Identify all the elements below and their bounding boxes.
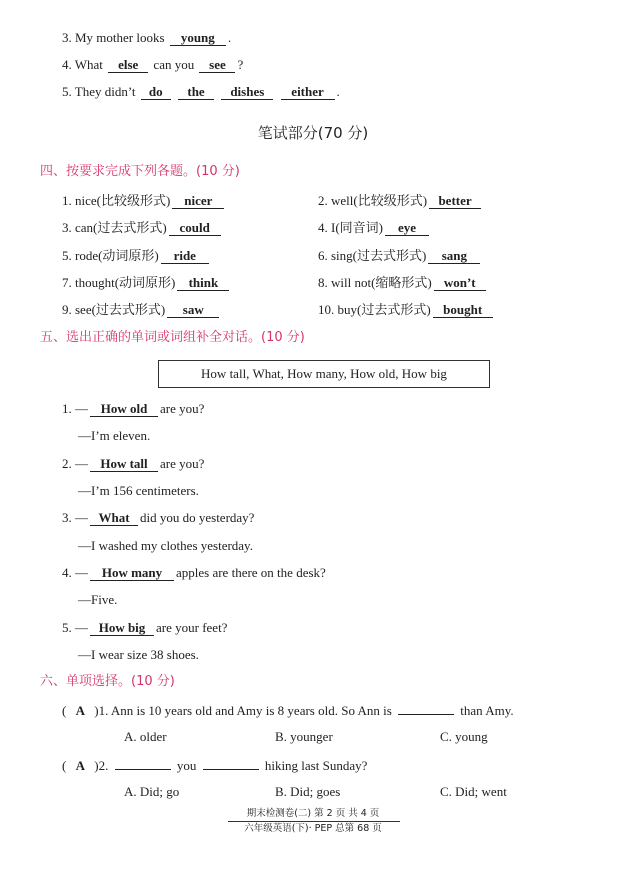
- s5-q-1: [62, 400, 204, 418]
- s4-item-9: [62, 301, 221, 319]
- punct: .: [227, 30, 232, 45]
- footer-page-info: 期末检测卷(二) 第 2 页 共 4 页: [246, 808, 380, 819]
- question-end: than Amy.: [460, 703, 514, 718]
- q-num: 4. —: [62, 565, 88, 580]
- footer-divider: [228, 821, 400, 822]
- question: )2.: [94, 758, 109, 773]
- s6-q2-option-a: A. Did; go: [124, 784, 180, 799]
- answer: eye: [385, 220, 429, 236]
- question: 7. thought(动词原形): [62, 275, 176, 290]
- s6-q2-option-c: C. Did; went: [440, 784, 507, 799]
- section6-title: 六、单项选择。(10 分): [40, 674, 175, 689]
- section4-title: 四、按要求完成下列各题。(10 分): [40, 164, 240, 179]
- question-text: you: [176, 758, 197, 773]
- question-end: hiking last Sunday?: [264, 758, 368, 773]
- question: are you?: [160, 401, 205, 416]
- q-num: 3. —: [62, 510, 88, 525]
- top-item-4: [62, 56, 243, 74]
- blank: [203, 756, 259, 770]
- s6-q1-option-b: B. younger: [275, 729, 333, 744]
- s6-q1-option-c: C. young: [440, 729, 488, 744]
- question: apples are there on the desk?: [176, 565, 326, 580]
- choice-answer: A: [75, 758, 85, 773]
- s4-item-6: [318, 247, 482, 265]
- s5-reply-1: —I’m eleven.: [78, 428, 151, 443]
- answer: won’t: [434, 275, 486, 291]
- s4-item-5: [62, 247, 211, 265]
- choice-answer: A: [75, 703, 85, 718]
- answer: see: [199, 57, 235, 73]
- s4-item-1: [62, 192, 226, 210]
- q-num: 1. —: [62, 401, 88, 416]
- paren: (: [62, 758, 67, 773]
- s6-q2-option-b: B. Did; goes: [275, 784, 341, 799]
- item-text: can you: [153, 57, 195, 72]
- paren: (: [62, 703, 67, 718]
- question: are you?: [160, 456, 205, 471]
- s5-reply-4: —Five.: [78, 592, 118, 607]
- question: 3. can(过去式形式): [62, 220, 167, 235]
- question: 2. well(比较级形式): [318, 193, 428, 208]
- answer: think: [177, 275, 229, 291]
- question: did you do yesterday?: [140, 510, 255, 525]
- s5-reply-5: —I wear size 38 shoes.: [78, 647, 199, 662]
- answer: else: [108, 57, 148, 73]
- s6-q1-option-a: A. older: [124, 729, 167, 744]
- s4-item-10: [318, 301, 495, 319]
- answer: How old: [90, 401, 158, 417]
- s5-q-5: [62, 619, 227, 637]
- s5-q-3: [62, 509, 254, 527]
- blank: [398, 701, 454, 715]
- answer: bought: [433, 302, 493, 318]
- answer: How big: [90, 620, 154, 636]
- section5-title: 五、选出正确的单词或词组补全对话。(10 分): [40, 330, 305, 345]
- answer: saw: [167, 302, 219, 318]
- answer: either: [281, 84, 335, 100]
- q-num: 2. —: [62, 456, 88, 471]
- answer: ride: [161, 248, 209, 264]
- answer: dishes: [221, 84, 273, 100]
- s5-reply-2: —I’m 156 centimeters.: [78, 483, 199, 498]
- answer: young: [170, 30, 226, 46]
- answer: nicer: [172, 193, 224, 209]
- s4-item-2: [318, 192, 483, 210]
- word-bank-box: How tall, What, How many, How old, How big: [158, 360, 490, 388]
- answer: do: [141, 84, 171, 100]
- question: 4. I(同音词): [318, 220, 383, 235]
- s5-reply-3: —I washed my clothes yesterday.: [78, 538, 253, 553]
- answer: How many: [90, 565, 174, 581]
- answer: the: [178, 84, 214, 100]
- punct: .: [336, 84, 340, 99]
- question: 5. rode(动词原形): [62, 248, 159, 263]
- item-text: 5. They didn’t: [62, 84, 136, 99]
- answer: better: [429, 193, 481, 209]
- s4-item-3: [62, 219, 223, 237]
- footer-course-info: 六年级英语(下)· PEP 总第 68 页: [244, 823, 382, 834]
- item-text: 4. What: [62, 57, 103, 72]
- top-item-5: [62, 83, 340, 101]
- s6-q-2: [62, 756, 367, 775]
- q-num: 5. —: [62, 620, 88, 635]
- written-section-title: 笔试部分(70 分): [257, 124, 369, 142]
- question: 9. see(过去式形式): [62, 302, 166, 317]
- question: are your feet?: [156, 620, 228, 635]
- answer: What: [90, 510, 138, 526]
- s5-q-4: [62, 564, 326, 582]
- answer: could: [169, 220, 221, 236]
- s4-item-4: [318, 219, 431, 237]
- s4-item-7: [62, 274, 231, 292]
- s4-item-8: [318, 274, 488, 292]
- s5-q-2: [62, 455, 204, 473]
- question: 10. buy(过去式形式): [318, 302, 431, 317]
- top-item-3: [62, 29, 231, 47]
- question: 8. will not(缩略形式): [318, 275, 432, 290]
- punct: ?: [237, 57, 244, 72]
- blank: [115, 756, 171, 770]
- item-text: 3. My mother looks: [62, 30, 165, 45]
- answer: sang: [428, 248, 480, 264]
- question: )1. Ann is 10 years old and Amy is 8 years old. So Ann is: [94, 703, 392, 718]
- answer: How tall: [90, 456, 158, 472]
- question: 1. nice(比较级形式): [62, 193, 171, 208]
- s6-q-1: [62, 701, 514, 720]
- question: 6. sing(过去式形式): [318, 248, 427, 263]
